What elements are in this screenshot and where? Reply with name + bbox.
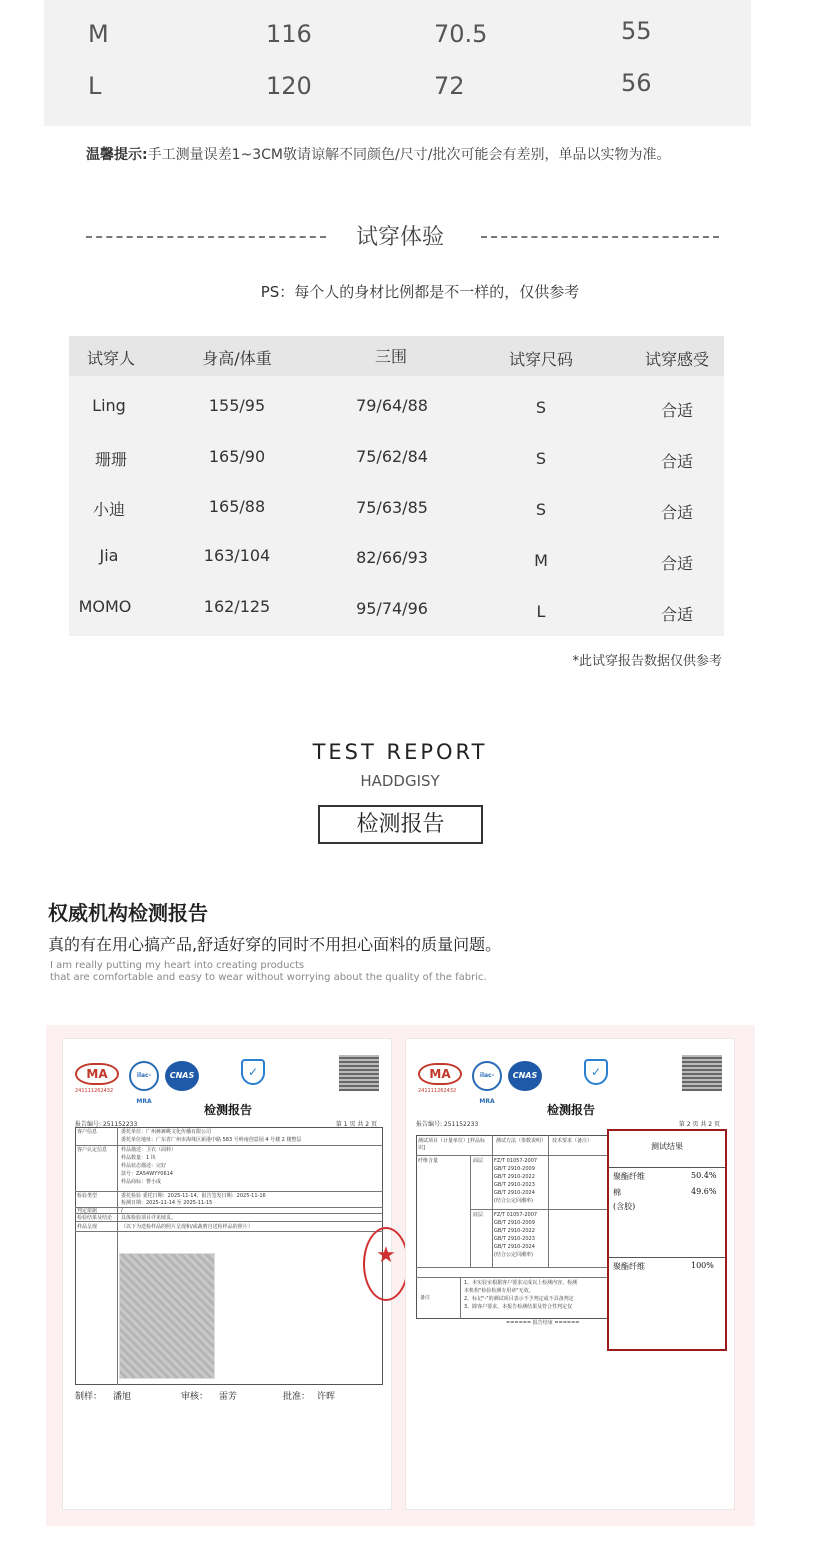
shield-check-icon: ✓ xyxy=(584,1059,608,1085)
test-method: FZ/T 01057-2007 xyxy=(494,1158,538,1164)
notes-label: 备注 xyxy=(420,1295,431,1301)
size-cell: 72 xyxy=(434,72,465,100)
grid-line xyxy=(416,1155,614,1156)
tryon-size: L xyxy=(536,602,546,621)
col-header: 测试方法（参数说明） xyxy=(496,1138,547,1144)
grid-line xyxy=(609,1257,725,1258)
sign-label: 制样： xyxy=(75,1392,103,1402)
grid-value: 样品描述：卫衣（面料） xyxy=(121,1147,177,1153)
fit-feeling: 合适 xyxy=(660,401,694,420)
sign-label: 审核： xyxy=(181,1392,209,1402)
authority-english xyxy=(50,960,487,984)
header-cell: 身高/体重 xyxy=(202,349,272,368)
fit-feeling: 合适 xyxy=(660,452,694,471)
grid-label: 检验类型 xyxy=(77,1193,98,1199)
header-cell: 试穿尺码 xyxy=(508,350,574,369)
tester-name: 小迪 xyxy=(92,500,126,519)
fiber-name: 聚酯纤维 xyxy=(613,1262,645,1271)
cnas-logo: CNAS xyxy=(165,1061,199,1091)
height-weight: 165/90 xyxy=(208,447,266,466)
test-method: FZ/T 01057-2007 xyxy=(494,1212,538,1218)
ma-number: 241111262432 xyxy=(418,1088,457,1094)
star-icon: ★ xyxy=(376,1243,396,1268)
test-method: GB/T 2910-2023 xyxy=(494,1182,535,1188)
grid-line xyxy=(470,1155,471,1267)
grid-value: 检测日期：2025-11-14 至 2025-11-15 xyxy=(121,1200,213,1206)
measurement-tip xyxy=(86,144,670,164)
fit-feeling: 合适 xyxy=(660,554,694,573)
fiber-percent: 100% xyxy=(691,1261,714,1270)
result-header: 测试结果 xyxy=(651,1142,683,1151)
test-method: GB/T 2910-2022 xyxy=(494,1228,535,1234)
grid-line xyxy=(75,1191,383,1192)
grid-value: 样品数量：1 块 xyxy=(121,1155,156,1161)
header-cell: 三围 xyxy=(374,347,408,366)
test-method: GB/T 2910-2009 xyxy=(494,1166,535,1172)
qr-code-icon xyxy=(339,1055,379,1091)
ma-number: 241111262432 xyxy=(75,1088,114,1094)
tryon-size: S xyxy=(535,449,547,468)
grid-line xyxy=(470,1209,614,1210)
test-method: GB/T 2910-2009 xyxy=(494,1220,535,1226)
height-weight: 165/88 xyxy=(208,497,266,516)
test-method: GB/T 2910-2024 xyxy=(494,1244,535,1250)
fit-feeling: 合适 xyxy=(660,605,694,624)
test-result-highlight xyxy=(607,1129,727,1351)
doc-title: 检测报告 xyxy=(546,1103,595,1117)
measurements: 75/63/85 xyxy=(356,498,428,517)
grid-line xyxy=(117,1127,118,1385)
grid-line xyxy=(609,1167,725,1168)
measurements: 95/74/96 xyxy=(356,599,428,618)
report-number: 报告编号: 251152233 xyxy=(416,1121,479,1128)
grid-value: 具体检验项目详见续页。 xyxy=(121,1215,177,1221)
tip-text: 手工测量误差1~3CM敬请谅解不同颜色/尺寸/批次可能会有差别，单品以实物为准。 xyxy=(147,147,671,163)
doc-title: 检测报告 xyxy=(203,1103,252,1117)
note-line: 2、标记"-"的测试项目表示不予判定或不具备判定 xyxy=(464,1296,574,1302)
grid-line xyxy=(416,1267,614,1268)
tryon-ps-note: PS：每个人的身材比例都是不一样的，仅供参考 xyxy=(260,283,580,301)
tryon-table xyxy=(69,336,724,636)
report-page-2 xyxy=(405,1038,735,1510)
grid-value: 委托单位地址：广东省广州市海珠区新港中路 583 号岭南创意园 4 号楼 2 楼整层 xyxy=(121,1137,302,1143)
fabric-sample-photo xyxy=(119,1253,215,1379)
size-cell: 116 xyxy=(266,20,312,48)
grid-label: 样品呈现 xyxy=(77,1224,98,1230)
signature: 许晖 xyxy=(317,1392,336,1402)
shield-check-icon: ✓ xyxy=(241,1059,265,1085)
grid-value: （以下为送检样品的照片呈现和/或裁剪自送检样品的照片） xyxy=(121,1224,253,1230)
test-method: GB/T 2910-2023 xyxy=(494,1236,535,1242)
inspection-stamp xyxy=(363,1227,409,1301)
english-line: that are comfortable and easy to wear without worrying about the quality of the fabric. xyxy=(50,972,487,983)
tryon-size: S xyxy=(535,500,547,519)
report-page-1 xyxy=(62,1038,396,1510)
grid-label: 客户认定信息 xyxy=(77,1147,108,1153)
test-method: GB/T 2910-2022 xyxy=(494,1174,535,1180)
test-report-title: TEST REPORT xyxy=(312,740,488,764)
certification-logos xyxy=(75,1059,385,1105)
tester-name: MOMO xyxy=(78,597,132,616)
tryon-size: M xyxy=(534,551,548,570)
ilac-mra-logo: ilac-MRA xyxy=(472,1061,502,1091)
certification-logos xyxy=(418,1059,728,1105)
fiber-name: 棉 xyxy=(613,1188,621,1197)
fiber-name: 聚酯纤维 xyxy=(613,1172,645,1181)
fiber-percent: 50.4% xyxy=(691,1171,717,1180)
header-cell: 试穿感受 xyxy=(644,350,710,369)
qr-code-icon xyxy=(682,1055,722,1091)
test-method: (结合公定回潮率) xyxy=(494,1252,533,1258)
report-end-mark: ====== 报告结束 ====== xyxy=(506,1320,580,1326)
fiber-note: (含胶) xyxy=(613,1202,636,1211)
measurements: 79/64/88 xyxy=(356,396,428,415)
size-cell: L xyxy=(88,72,102,100)
height-weight: 162/125 xyxy=(203,597,271,616)
grid-line xyxy=(75,1231,383,1232)
grid-line xyxy=(416,1277,614,1278)
height-weight: 155/95 xyxy=(208,396,266,415)
signature: 雷芳 xyxy=(219,1392,238,1402)
test-method: GB/T 2910-2024 xyxy=(494,1190,535,1196)
grid-value: / xyxy=(121,1208,123,1214)
grid-value: 样品状态描述：完好 xyxy=(121,1163,167,1169)
grid-label: 检验结果及结论 xyxy=(77,1215,113,1221)
col-header: 测试项目（计量单位）[样品标识] xyxy=(418,1138,485,1151)
note-line: 3、除客户要求，本报告检测结果及符合性判定仅 xyxy=(464,1304,573,1310)
fit-feeling: 合适 xyxy=(660,503,694,522)
sub-label: 底层 xyxy=(473,1212,484,1218)
signature: 潘旭 xyxy=(113,1392,132,1402)
note-line: 本机构"检验检测专用章"无效。 xyxy=(464,1288,534,1294)
page-number: 第 1 页 共 2 页 xyxy=(335,1121,377,1128)
sign-label: 批准： xyxy=(283,1392,311,1402)
brand-name: HADDGISY xyxy=(360,772,440,790)
grid-label: 判定依据 xyxy=(77,1208,98,1214)
tester-name: Ling xyxy=(92,396,126,415)
report-number: 报告编号: 251152233 xyxy=(75,1121,138,1128)
size-cell: 120 xyxy=(266,72,312,100)
tryon-size: S xyxy=(535,398,547,417)
measurements: 75/62/84 xyxy=(356,447,428,466)
col-header: 技术要求（备注） xyxy=(552,1138,593,1144)
row-label: 纤维含量 xyxy=(418,1158,439,1164)
tester-name: Jia xyxy=(99,546,119,565)
ma-logo: MA xyxy=(418,1063,462,1085)
test-method: (结合公定回潮率) xyxy=(494,1198,533,1204)
grid-label: 客户信息 xyxy=(77,1129,98,1135)
tryon-title: 试穿体验 xyxy=(355,225,444,250)
ma-logo: MA xyxy=(75,1063,119,1085)
grid-line xyxy=(460,1277,461,1319)
note-line: 1、本实验室根据客户要求完成以上检测内容。检测 xyxy=(464,1280,578,1286)
english-line: I am really putting my heart into creating products xyxy=(50,960,305,971)
tip-label: 温馨提示: xyxy=(86,147,148,163)
page-number: 第 2 页 共 2 页 xyxy=(678,1121,720,1128)
grid-value: 委托检验 委托日期：2025-11-14，报告签发日期：2025-11-16 xyxy=(121,1193,266,1199)
report-label-box: 检测报告 xyxy=(318,805,483,844)
fiber-percent: 49.6% xyxy=(691,1187,717,1196)
grid-line xyxy=(75,1145,383,1146)
size-cell: 55 xyxy=(621,17,652,45)
header-cell: 试穿人 xyxy=(86,349,136,368)
tryon-footnote: *此试穿报告数据仅供参考 xyxy=(572,654,722,669)
measurements: 82/66/93 xyxy=(356,548,428,567)
size-cell: 70.5 xyxy=(434,20,488,48)
size-cell: 56 xyxy=(621,69,652,97)
grid-value: 样品商标：曹小成 xyxy=(121,1179,162,1185)
tester-name: 珊珊 xyxy=(94,450,128,469)
cnas-logo: CNAS xyxy=(508,1061,542,1091)
grid-value: 款号：ZA54WYY0614 xyxy=(121,1171,173,1177)
size-row-m xyxy=(44,17,751,60)
authority-title: 权威机构检测报告 xyxy=(48,901,208,925)
ilac-mra-logo: ilac-MRA xyxy=(129,1061,159,1091)
grid-value: 委托单位：广州裤裤眺文化传播有限公司 xyxy=(121,1129,212,1135)
height-weight: 163/104 xyxy=(203,546,271,565)
heading-dash-right xyxy=(481,236,719,238)
size-row-l xyxy=(44,69,751,112)
size-cell: M xyxy=(88,20,109,48)
size-table xyxy=(44,0,751,126)
sub-label: 面层 xyxy=(473,1158,484,1164)
authority-subtitle: 真的有在用心搞产品,舒适好穿的同时不用担心面料的质量问题。 xyxy=(48,935,502,954)
